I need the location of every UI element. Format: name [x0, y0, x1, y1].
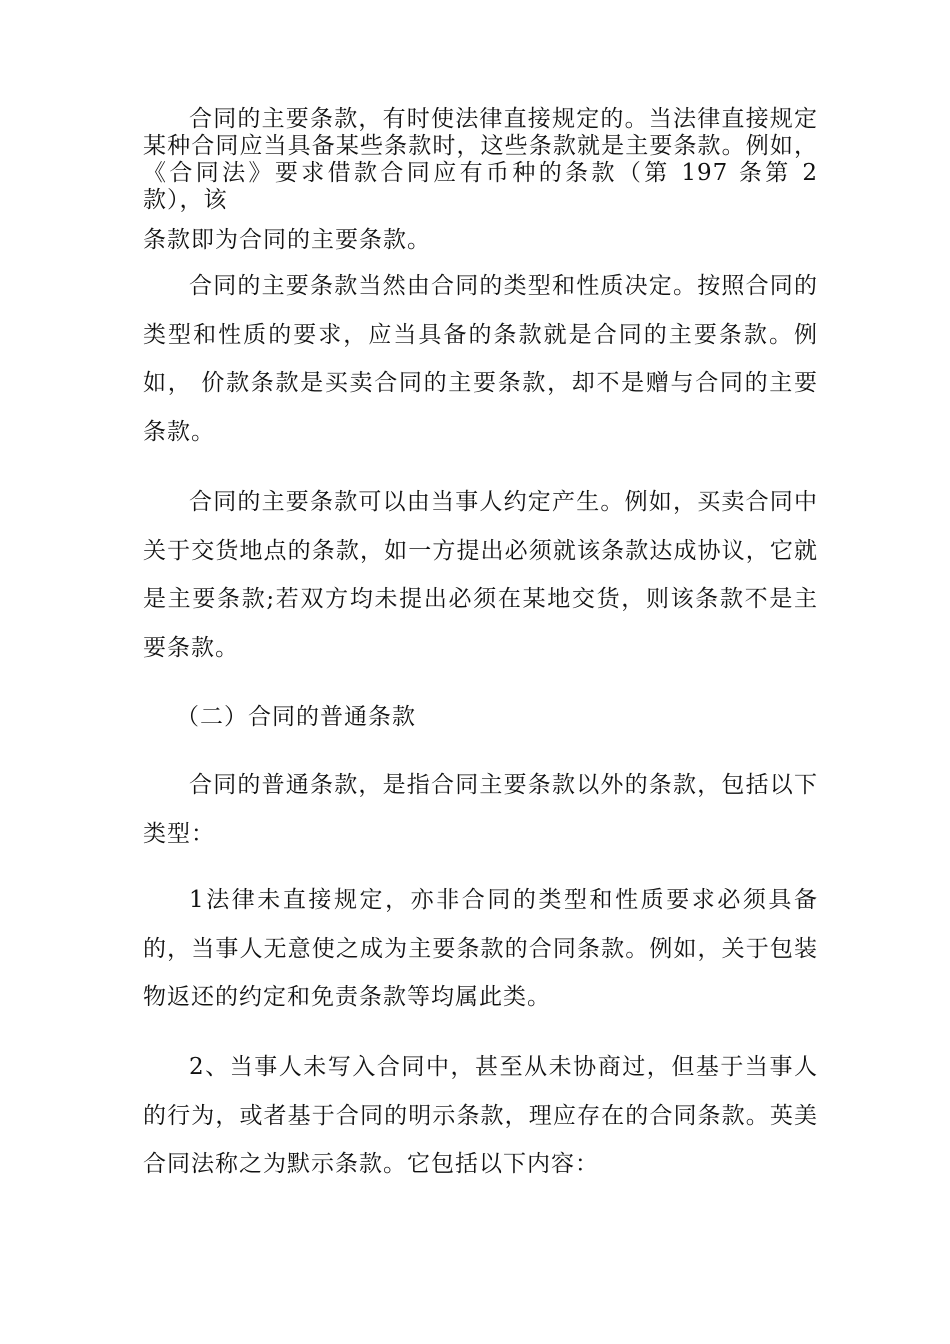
section-heading-general-terms: （二）合同的普通条款	[176, 704, 416, 730]
paragraph-general-terms-definition: 合同的普通条款，是指合同主要条款以外的条款，包括以下类型：	[143, 772, 818, 847]
paragraph-main-terms-by-type: 合同的主要条款当然由合同的类型和性质决定。按照合同的类型和性质的要求，应当具备的条款就是合同的主要条款。例如， 价款条款是买卖合同的主要条款，却不是赠与合同的主要条款。	[143, 273, 818, 445]
paragraph-main-terms-by-agreement: 合同的主要条款可以由当事人约定产生。例如，买卖合同中关于交货地点的条款，如一方提出必须就该条款达成协议，它就是主要条款;若双方均未提出必须在某地交货，则该条款不是主要条款。	[143, 489, 818, 661]
paragraph-general-terms-item-1: 1法律未直接规定，亦非合同的类型和性质要求必须具备的，当事人无意使之成为主要条款的合同条款。例如，关于包装物返还的约定和免责条款等均属此类。	[143, 887, 818, 1010]
paragraph-text: 合同的主要条款，有时使法律直接规定的。当法律直接规定某种合同应当具备某些条款时，这些条款就是主要条款。例如，《合同法》要求借款合同应有币种的条款（第 197 条第 2 款），该	[143, 106, 818, 213]
paragraph-text-last-line: 条款即为合同的主要条款。	[143, 227, 431, 253]
paragraph-general-terms-item-2: 2、当事人未写入合同中，甚至从未协商过，但基于当事人的行为，或者基于合同的明示条款，理应存在的合同条款。英美合同法称之为默示条款。它包括以下内容：	[143, 1054, 818, 1177]
paragraph-main-terms-by-law	[143, 106, 818, 266]
